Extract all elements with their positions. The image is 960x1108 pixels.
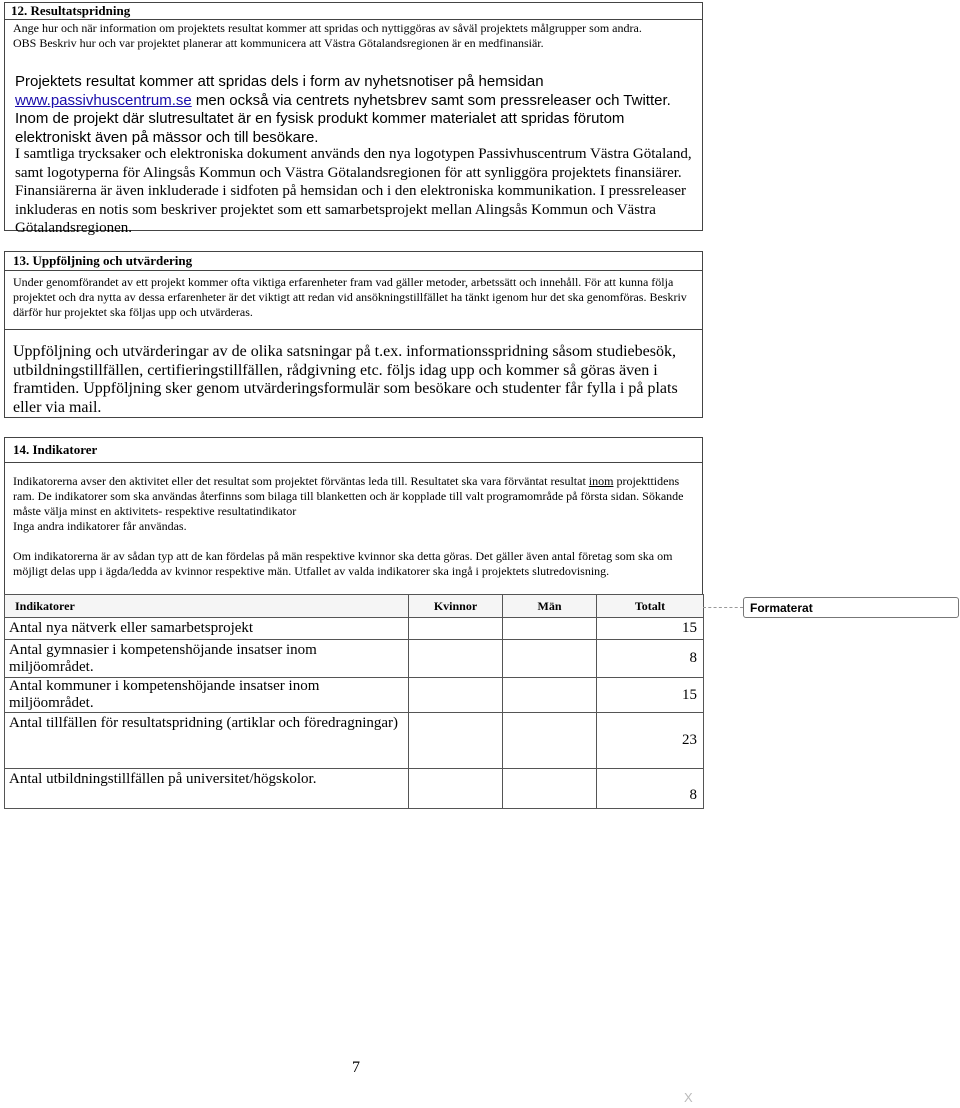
man-cell[interactable] xyxy=(503,769,597,809)
section-14-box xyxy=(4,437,703,594)
table-header-row xyxy=(5,595,704,618)
section-12-instructions xyxy=(13,21,698,51)
indicator-label[interactable]: Antal tillfällen för resultatspridning (artiklar och föredragningar) xyxy=(5,713,409,769)
instruction-text: Indikatorerna avser den aktivitet eller det resultat som projektet förväntas leda till. Resultatet ska vara förväntat resultat xyxy=(13,474,589,488)
indicator-label[interactable]: Antal utbildningstillfällen på universitet/högskolor. xyxy=(5,769,409,809)
section-13-instructions: Under genomförandet av ett projekt kommer ofta viktiga erfarenheter fram vad gäller metoder, arbetssätt och innehåll. För att kunna följa projektet och dra nytta av dessa erfarenheter är det viktigt att redan vid ansökningstillfället ha tänkt igenom hur det ska genomföras. Beskriv därför hur projektet ska följas upp och utvärderas. xyxy=(13,275,687,319)
man-cell[interactable] xyxy=(503,640,597,678)
totalt-cell[interactable]: 15 xyxy=(597,678,704,713)
page-number: 7 xyxy=(352,1059,360,1076)
indicator-label[interactable]: Antal kommuner i kompetenshöjande insatser inom miljöområdet. xyxy=(5,678,409,713)
website-link[interactable]: www.passivhuscentrum.se xyxy=(15,91,192,109)
section-13-answer: Uppföljning och utvärderingar av de olika satsningar på t.ex. informationsspridning såsom studiebesök, utbildningstillfällen, certifieringstillfällen, rådgivning etc. följs idag upp och kommer så göras även i framtiden. Uppföljning sker genom utvärderingsformulär som besökare och studenter får fylla i på plats eller via mail. xyxy=(13,343,678,416)
header-totalt: Totalt xyxy=(597,595,704,618)
divider xyxy=(5,329,702,330)
kvinnor-cell[interactable] xyxy=(409,640,503,678)
header-kvinnor: Kvinnor xyxy=(409,595,503,618)
header-man: Män xyxy=(503,595,597,618)
totalt-cell[interactable]: 23 xyxy=(597,713,704,769)
section-12-paragraph-2: I samtliga trycksaker och elektroniska dokument används den nya logotypen Passivhuscentrum Västra Götaland, samt logotyperna för Alingsås Kommun och Västra Götalandsregionen för att synliggöra projektets finansiärer. Finansiärerna är även inkluderade i sidfoten på hemsidan och i den elektroniska kommunikation. I pressreleaser inkluderas en notis som beskriver projektet som ett samarbetsprojekt mellan Alingsås Kommun och Västra Götalandsregionen. xyxy=(15,146,692,236)
close-icon[interactable]: X xyxy=(684,1090,693,1105)
instruction-underlined: inom xyxy=(588,474,614,488)
section-12-box xyxy=(4,2,703,236)
man-cell[interactable] xyxy=(503,713,597,769)
section-13-box xyxy=(4,251,703,418)
section-12-instruction-line: OBS Beskriv hur och var projektet planerar att kommunicera att Västra Götalandsregionen är en medfinansiär. xyxy=(13,36,544,50)
table-row xyxy=(5,678,704,713)
section-12-instruction-line: Ange hur och när information om projektets resultat kommer att spridas och nyttiggöras av såväl projektets målgrupper som andra. xyxy=(13,21,642,35)
section-14-heading: 14. Indikatorer xyxy=(5,438,702,463)
kvinnor-cell[interactable] xyxy=(409,678,503,713)
table-row xyxy=(5,769,704,809)
section-12-paragraph-1 xyxy=(15,73,699,147)
table-row xyxy=(5,713,704,769)
indicator-label[interactable]: Antal gymnasier i kompetenshöjande insatser inom miljöområdet. xyxy=(5,640,409,678)
section-14-instructions-2: Om indikatorerna är av sådan typ att de kan fördelas på män respektive kvinnor ska detta göras. Det gäller även antal företag som ska om möjligt delas upp i ägda/ledda av kvinnor respektive män. Utfallet av valda indikatorer ska ingå i projektets slutredovisning. xyxy=(13,549,673,578)
man-cell[interactable] xyxy=(503,678,597,713)
indicator-table xyxy=(4,594,704,809)
formatting-comment-balloon[interactable]: Formaterat xyxy=(743,597,959,618)
totalt-cell[interactable]: 8 xyxy=(597,640,704,678)
comment-connector-line xyxy=(703,607,743,608)
section-12-heading: 12. Resultatspridning xyxy=(5,3,702,20)
totalt-cell[interactable]: 8 xyxy=(597,769,704,809)
instruction-text: projekttidens ram. De indikatorer som ska användas återfinns som bilaga till blanketten och är kopplade till valt programområde på första sidan. Sökande måste välja minst en aktivitets- respektive resultatindikator xyxy=(13,474,684,518)
table-row xyxy=(5,618,704,640)
paragraph-text: Projektets resultat kommer att spridas dels i form av nyhetsnotiser på hemsidan xyxy=(15,73,544,90)
indicator-label[interactable]: Antal nya nätverk eller samarbetsprojekt xyxy=(5,618,409,640)
paragraph-text: men också via centrets nyhetsbrev samt som pressreleaser och Twitter. Inom de projekt där slutresultatet är en fysisk produkt kommer materialet att spridas förutom elektroniskt även på mässor och till besökare. xyxy=(15,91,671,146)
kvinnor-cell[interactable] xyxy=(409,713,503,769)
table-row xyxy=(5,640,704,678)
totalt-cell[interactable]: 15 xyxy=(597,618,704,640)
instruction-text: Inga andra indikatorer får användas. xyxy=(13,519,187,533)
section-14-instructions xyxy=(13,474,698,534)
section-13-heading: 13. Uppföljning och utvärdering xyxy=(5,252,702,271)
man-cell[interactable] xyxy=(503,618,597,640)
kvinnor-cell[interactable] xyxy=(409,618,503,640)
header-indikatorer: Indikatorer xyxy=(5,595,409,618)
kvinnor-cell[interactable] xyxy=(409,769,503,809)
